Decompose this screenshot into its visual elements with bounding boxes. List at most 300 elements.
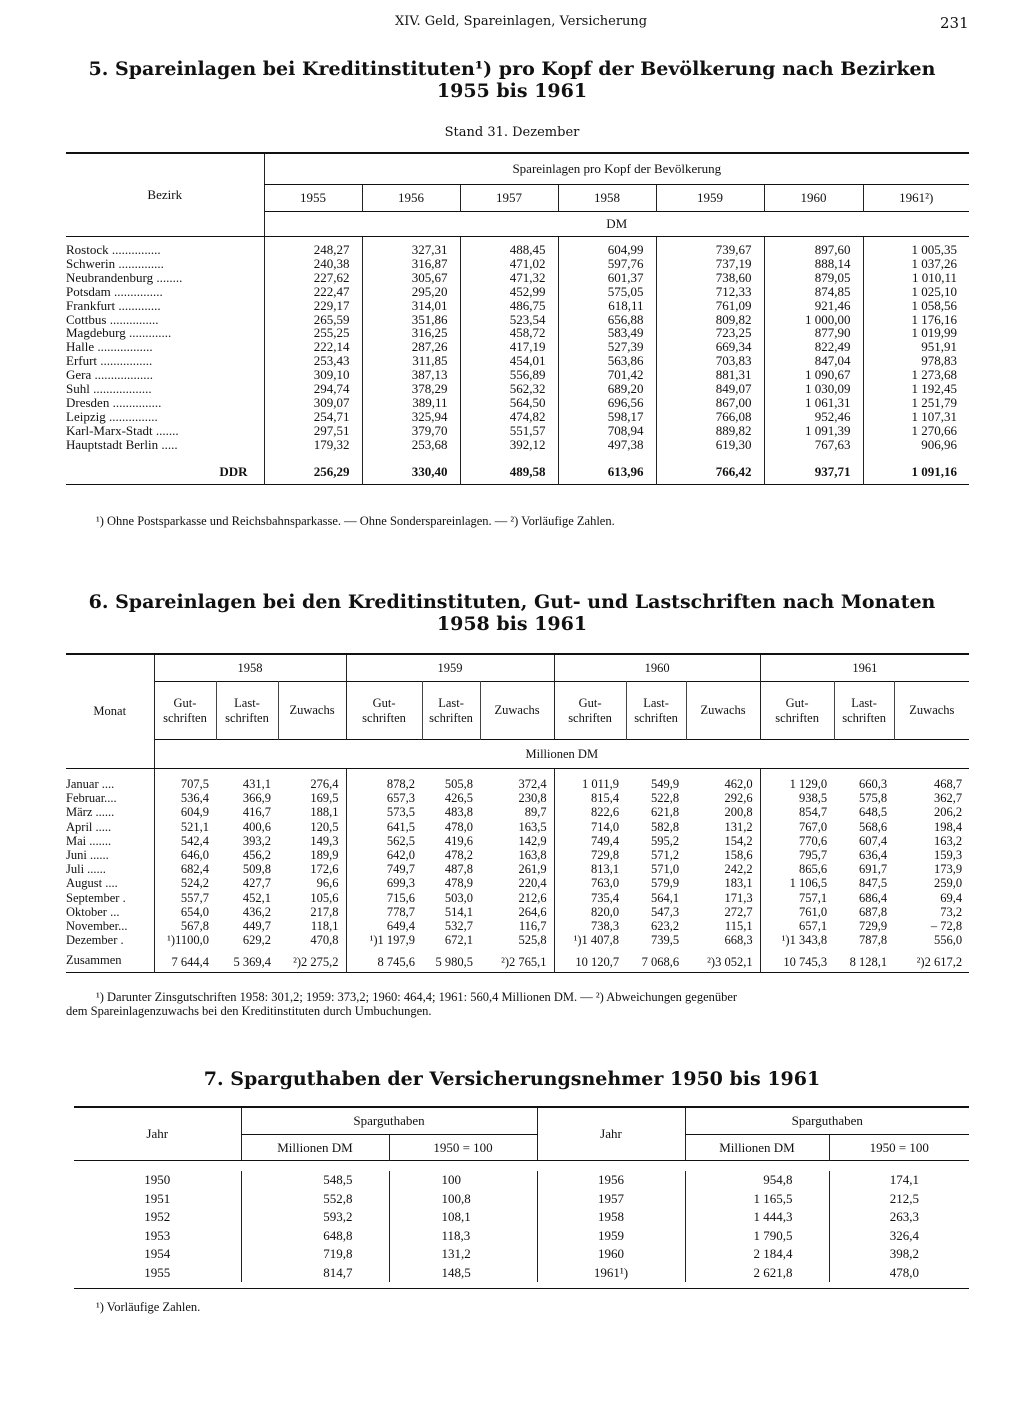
table7-sub-mdm-left: Millionen DM [241, 1135, 389, 1161]
table-cell: 849,07 [656, 382, 764, 396]
table-cell: 254,71 [264, 410, 362, 424]
table-cell: 486,75 [460, 299, 558, 313]
table-row [66, 313, 969, 327]
table-cell: 452,99 [460, 285, 558, 299]
table-cell: 1 192,45 [863, 382, 969, 396]
table-cell: 488,45 [460, 237, 558, 257]
table-cell: 1 010,11 [863, 271, 969, 285]
total-cell: 256,29 [264, 458, 362, 485]
table-cell: 562,5 [346, 834, 422, 848]
table-cell: 305,67 [362, 271, 460, 285]
row-label: Neubrandenburg ........ [66, 270, 183, 285]
subheader-gutschriften [554, 682, 626, 740]
table-cell: 687,8 [858, 904, 888, 919]
table6 [66, 653, 969, 973]
table-cell: 738,60 [656, 271, 764, 285]
table-cell: 470,8 [310, 933, 339, 948]
subheader-last-line1: Last- [438, 695, 464, 710]
table-cell: 1 019,99 [863, 326, 969, 340]
table-cell: 978,83 [863, 354, 969, 368]
table-cell: 229,17 [264, 299, 362, 313]
table-cell: 761,0 [760, 905, 834, 919]
table-cell: 158,6 [724, 848, 753, 863]
table-cell: 567,8 [154, 919, 216, 933]
table-cell: 691,7 [858, 862, 888, 877]
table-cell: 654,0 [154, 905, 216, 919]
year-cell: 1953 [144, 1227, 171, 1243]
table-cell: 648,5 [858, 805, 888, 820]
table-cell: 549,9 [650, 777, 680, 791]
row-label: November... [66, 919, 128, 934]
table-cell: 295,20 [362, 285, 460, 299]
table-cell: 505,8 [444, 777, 474, 791]
table-row [66, 769, 969, 792]
table-cell: 749,7 [346, 862, 422, 876]
table-cell: 487,8 [444, 862, 474, 877]
table5-year-header: 1956 [362, 185, 460, 212]
table-cell: 657,1 [760, 919, 834, 933]
table-cell: 452,1 [242, 890, 271, 905]
table-row [66, 340, 969, 354]
table-cell: 131,2 [724, 819, 753, 834]
table-cell: 416,7 [242, 805, 271, 820]
table-cell: 276,4 [310, 777, 339, 791]
table-cell: 761,09 [656, 299, 764, 313]
table-cell: 598,17 [558, 410, 656, 424]
table-row [66, 257, 969, 271]
table-cell: 431,1 [242, 777, 271, 791]
subheader-gut-line2: schriften [568, 710, 612, 725]
table7-stub-header-right: Jahr [537, 1107, 685, 1161]
table-cell: 1 005,35 [863, 237, 969, 257]
row-label: August .... [66, 876, 118, 891]
table-cell: 509,8 [242, 862, 271, 877]
row-label: Januar .... [66, 777, 115, 791]
table-cell: 309,10 [264, 368, 362, 382]
table5-unit: DM [264, 212, 969, 237]
table-cell: 362,7 [933, 791, 963, 806]
row-label: Halle ................. [66, 340, 153, 355]
table-cell: 847,04 [764, 354, 863, 368]
table-cell: 419,6 [444, 833, 474, 848]
table-cell: 1 011,9 [554, 769, 626, 792]
table-cell: 393,2 [242, 833, 271, 848]
subheader-lastschriften [422, 682, 480, 740]
table5 [66, 152, 969, 485]
table-row [66, 848, 969, 862]
row-label: Dresden ............... [66, 395, 162, 410]
subheader-gut-line1: Gut- [785, 695, 809, 710]
total-label: Zusammen [66, 953, 122, 968]
table-cell: 366,9 [242, 791, 271, 806]
table-cell: 888,14 [764, 257, 863, 271]
table-cell: 217,8 [310, 904, 339, 919]
mdm-cell: 1 790,5 [685, 1227, 829, 1246]
table-cell: 739,67 [656, 237, 764, 257]
table-row [66, 933, 969, 947]
table-cell: 1 091,39 [764, 424, 863, 438]
year-cell: 1955 [144, 1264, 171, 1280]
subheader-gut-line1: Gut- [173, 695, 197, 710]
table-cell: 607,4 [858, 833, 888, 848]
table-cell: 921,46 [764, 299, 863, 313]
index-cell: 118,3 [389, 1227, 537, 1246]
table5-year-header: 1955 [264, 185, 362, 212]
row-label: Magdeburg ............. [66, 326, 172, 341]
table-cell: 427,7 [242, 876, 271, 891]
table-cell: 179,32 [264, 438, 362, 452]
index-cell: 100 [389, 1171, 537, 1190]
table-cell: 877,90 [764, 326, 863, 340]
subheader-gutschriften [154, 682, 216, 740]
total-cell: 8 745,6 [346, 953, 422, 973]
mdm-cell: 954,8 [685, 1171, 829, 1190]
table-cell: 712,33 [656, 285, 764, 299]
table-cell: 449,7 [242, 919, 271, 934]
table-row [66, 299, 969, 313]
year-cell: 1961¹) [537, 1264, 685, 1283]
table6-title-line1: 6. Spareinlagen bei den Kreditinstituten, Gut- und Lastschriften nach Monaten [88, 591, 936, 613]
table-cell: 749,4 [554, 834, 626, 848]
table-cell: 564,1 [650, 890, 680, 905]
table-cell: ¹)1100,0 [154, 933, 216, 947]
table-cell: 737,19 [656, 257, 764, 271]
table-cell: 1 025,10 [863, 285, 969, 299]
table-cell: 604,99 [558, 237, 656, 257]
table5-year-header: 1959 [656, 185, 764, 212]
table-cell: 426,5 [444, 791, 474, 806]
table-cell: 822,6 [554, 805, 626, 819]
table-cell: 514,1 [444, 904, 474, 919]
table-cell: 200,8 [724, 805, 753, 820]
table-cell: 854,7 [760, 805, 834, 819]
table5-footnote: ¹) Ohne Postsparkasse und Reichsbahnsparkasse. — Ohne Sonderspareinlagen. — ²) Vorläufige Zahlen. [96, 514, 615, 528]
row-label: Hauptstadt Berlin ..... [66, 437, 178, 452]
table-cell: 212,6 [518, 890, 547, 905]
table-cell: 474,82 [460, 410, 558, 424]
page-number: 231 [940, 14, 969, 32]
subheader-gutschriften [760, 682, 834, 740]
table-cell: 865,6 [760, 862, 834, 876]
table-cell: 478,9 [444, 876, 474, 891]
table-cell: 618,11 [558, 299, 656, 313]
table-cell: 770,6 [760, 834, 834, 848]
table-cell: 619,30 [656, 438, 764, 452]
total-cell: 5 980,5 [435, 955, 474, 970]
table7-sub-index-left: 1950 = 100 [389, 1135, 537, 1161]
table-cell: 149,3 [310, 833, 339, 848]
table-row [66, 424, 969, 438]
table-cell: 715,6 [346, 891, 422, 905]
table-cell: 787,8 [858, 933, 888, 948]
table-cell: 478,2 [444, 848, 474, 863]
total-cell: ²)2 765,1 [501, 955, 547, 970]
table-cell: 264,6 [518, 904, 547, 919]
table6-stub-header: Monat [66, 654, 154, 769]
table-cell: 689,20 [558, 382, 656, 396]
table-cell: 154,2 [724, 833, 753, 848]
row-label: Frankfurt ............. [66, 298, 161, 313]
row-label: Dezember . [66, 933, 124, 948]
table5-column-group: Spareinlagen pro Kopf der Bevölkerung [264, 153, 969, 185]
table-cell: 573,5 [346, 805, 422, 819]
row-label: Rostock ............... [66, 242, 161, 257]
total-cell: ²)2 617,2 [916, 955, 963, 970]
table6-footnote-line2: dem Spareinlagenzuwachs bei den Kreditinstituten durch Umbuchungen. [66, 1004, 432, 1018]
table-cell: 568,6 [858, 819, 888, 834]
row-label: Oktober ... [66, 904, 120, 919]
table-cell: 672,1 [444, 933, 474, 948]
table-cell: 527,39 [558, 340, 656, 354]
year-cell: 1952 [144, 1209, 171, 1224]
subheader-lastschriften [834, 682, 894, 740]
table-cell: 906,96 [863, 438, 969, 452]
row-label: Februar.... [66, 791, 117, 806]
table-cell: 646,0 [154, 848, 216, 862]
table-cell: 551,57 [460, 424, 558, 438]
table-row [66, 382, 969, 396]
row-label: Mai ....... [66, 833, 112, 848]
table6-year-header: 1960 [554, 654, 760, 682]
mdm-cell: 552,8 [241, 1190, 389, 1209]
table-cell: 767,63 [764, 438, 863, 452]
total-cell: 1 091,16 [863, 458, 969, 485]
row-label: Erfurt ................ [66, 354, 153, 369]
total-cell: 8 128,1 [849, 955, 888, 970]
table-cell: 471,02 [460, 257, 558, 271]
table-cell: 417,19 [460, 340, 558, 354]
table5-stub-header: Bezirk [66, 153, 264, 237]
table-row [66, 285, 969, 299]
table-cell: 297,51 [264, 424, 362, 438]
table-cell: 699,3 [346, 876, 422, 890]
mdm-cell: 814,7 [241, 1264, 389, 1283]
year-cell: 1956 [537, 1171, 685, 1190]
index-cell: 131,2 [389, 1245, 537, 1264]
table-cell: 294,74 [264, 382, 362, 396]
index-cell: 108,1 [389, 1208, 537, 1227]
table-row [66, 368, 969, 382]
table-cell: 739,5 [650, 933, 680, 948]
table-cell: 657,3 [346, 791, 422, 805]
table-cell: 206,2 [933, 805, 963, 820]
table-cell: 542,4 [154, 834, 216, 848]
table-cell: 621,8 [650, 805, 680, 820]
table7 [74, 1106, 969, 1289]
subheader-gut-line2: schriften [362, 710, 406, 725]
table-cell: 248,27 [264, 237, 362, 257]
table-cell: 171,3 [724, 890, 753, 905]
table-cell: 738,3 [554, 919, 626, 933]
total-cell: 10 120,7 [554, 953, 626, 973]
table-row [66, 354, 969, 368]
table-cell: 571,2 [650, 848, 680, 863]
table6-footnote-line1: ¹) Darunter Zinsgutschriften 1958: 301,2; 1959: 373,2; 1960: 464,4; 1961: 560,4 Millionen DM. — ²) Abweichungen gegenüber [96, 990, 738, 1004]
table5-year-header: 1957 [460, 185, 558, 212]
index-cell: 212,5 [829, 1190, 969, 1209]
year-cell: 1958 [537, 1208, 685, 1227]
table6-year-header: 1961 [760, 654, 969, 682]
table-cell: 163,8 [518, 848, 547, 863]
table5-year-header: 1961²) [863, 185, 969, 212]
table-cell: 763,0 [554, 876, 626, 890]
table6-title-line2: 1958 bis 1961 [436, 613, 588, 635]
table-cell: 120,5 [310, 819, 339, 834]
table-cell: 795,7 [760, 848, 834, 862]
table-cell: 222,14 [264, 340, 362, 354]
table-cell: 889,82 [656, 424, 764, 438]
table-cell: 575,8 [858, 791, 888, 806]
table-cell: 436,2 [242, 904, 271, 919]
table-cell: 1 000,00 [764, 313, 863, 327]
table-cell: 387,13 [362, 368, 460, 382]
table-cell: 729,9 [858, 919, 888, 934]
table-cell: 1 107,31 [863, 410, 969, 424]
row-label: September . [66, 890, 126, 905]
year-cell: 1950 [144, 1172, 171, 1187]
table7-footnote: ¹) Vorläufige Zahlen. [96, 1300, 201, 1314]
table-cell: 230,8 [518, 791, 547, 806]
table-cell: 389,11 [362, 396, 460, 410]
table-cell: 272,7 [724, 904, 753, 919]
table-cell: 707,5 [154, 769, 216, 792]
table-cell: 1 273,68 [863, 368, 969, 382]
table-cell: 69,4 [940, 890, 963, 905]
table-cell: 556,0 [933, 933, 963, 948]
table-cell: 723,25 [656, 326, 764, 340]
table-cell: 557,7 [154, 891, 216, 905]
table-cell: 1 251,79 [863, 396, 969, 410]
table-cell: 938,5 [760, 791, 834, 805]
table-cell: – 72,8 [930, 919, 963, 934]
table5-year-header: 1958 [558, 185, 656, 212]
table5-year-header: 1960 [764, 185, 863, 212]
table-cell: 583,49 [558, 326, 656, 340]
table5-subtitle: Stand 31. Dezember [444, 125, 580, 140]
total-cell: 766,42 [656, 458, 764, 485]
subheader-zuwachs: Zuwachs [278, 682, 346, 740]
mdm-cell: 593,2 [241, 1208, 389, 1227]
table-row [74, 1171, 969, 1190]
table-cell: 822,49 [764, 340, 863, 354]
table-cell: 222,47 [264, 285, 362, 299]
table-cell: 259,0 [933, 876, 963, 891]
table-cell: 595,2 [650, 833, 680, 848]
table-cell: 372,4 [518, 777, 547, 791]
table-cell: 169,5 [310, 791, 339, 806]
table-cell: 478,0 [444, 819, 474, 834]
subheader-gut-line2: schriften [163, 710, 207, 725]
total-cell: 330,40 [362, 458, 460, 485]
table-cell: 522,8 [650, 791, 680, 806]
table-cell: 462,0 [724, 777, 753, 791]
mdm-cell: 1 444,3 [685, 1208, 829, 1227]
total-cell: 7 068,6 [641, 955, 680, 970]
table-cell: 242,2 [724, 862, 753, 877]
table-cell: 240,38 [264, 257, 362, 271]
mdm-cell: 548,5 [241, 1171, 389, 1190]
table-row [74, 1227, 969, 1246]
table-cell: 1 037,26 [863, 257, 969, 271]
year-cell: 1957 [537, 1190, 685, 1209]
table-row [66, 820, 969, 834]
subheader-last-line1: Last- [643, 695, 669, 710]
index-cell: 174,1 [829, 1171, 969, 1190]
table-cell: 682,4 [154, 862, 216, 876]
subheader-last-line1: Last- [851, 695, 877, 710]
table-cell: 503,0 [444, 890, 474, 905]
subheader-last-line2: schriften [225, 710, 269, 725]
table-cell: 623,2 [650, 919, 680, 934]
table-cell: 757,1 [760, 891, 834, 905]
table-cell: 703,83 [656, 354, 764, 368]
year-cell: 1960 [537, 1245, 685, 1264]
row-label: April ..... [66, 819, 112, 834]
total-cell: 5 369,4 [233, 955, 271, 970]
table-cell: 1 061,31 [764, 396, 863, 410]
table-row [66, 905, 969, 919]
row-label: Potsdam ............... [66, 284, 163, 299]
table-row [66, 791, 969, 805]
table-cell: 649,4 [346, 919, 422, 933]
table-cell: 524,2 [154, 876, 216, 890]
subheader-last-line1: Last- [234, 695, 260, 710]
index-cell: 398,2 [829, 1245, 969, 1264]
subheader-gut-line2: schriften [775, 710, 819, 725]
table6-year-header: 1959 [346, 654, 554, 682]
table-cell: 767,0 [760, 820, 834, 834]
running-title: XIV. Geld, Spareinlagen, Versicherung [395, 14, 648, 29]
table-cell: 454,01 [460, 354, 558, 368]
mdm-cell: 1 165,5 [685, 1190, 829, 1209]
table7-group-right: Sparguthaben [685, 1107, 969, 1135]
row-label: Karl-Marx-Stadt ....... [66, 423, 179, 438]
table-cell: 1 270,66 [863, 424, 969, 438]
year-cell: 1954 [144, 1246, 171, 1261]
table-cell: 1 176,16 [863, 313, 969, 327]
year-cell: 1951 [144, 1190, 171, 1206]
table5-title-line2: 1955 bis 1961 [436, 80, 588, 102]
table-cell: 641,5 [346, 820, 422, 834]
table-cell: 96,6 [316, 876, 339, 891]
table-cell: 879,05 [764, 271, 863, 285]
table-cell: 575,05 [558, 285, 656, 299]
table-row [66, 919, 969, 933]
table5-title-line1: 5. Spareinlagen bei Kreditinstituten¹) pro Kopf der Bevölkerung nach Bezirken [88, 58, 936, 80]
table-cell: 497,38 [558, 438, 656, 452]
row-label: Schwerin .............. [66, 256, 164, 271]
table-cell: 660,3 [858, 777, 888, 791]
table-cell: 142,9 [518, 833, 547, 848]
table-cell: 701,42 [558, 368, 656, 382]
table-cell: 579,9 [650, 876, 680, 891]
table-cell: 809,82 [656, 313, 764, 327]
index-cell: 263,3 [829, 1208, 969, 1227]
table-cell: 874,85 [764, 285, 863, 299]
row-label: Suhl .................. [66, 382, 152, 396]
subheader-zuwachs: Zuwachs [686, 682, 760, 740]
table-row [66, 805, 969, 819]
table-cell: 287,26 [362, 340, 460, 354]
subheader-last-line2: schriften [429, 710, 473, 725]
table-row [66, 237, 969, 257]
total-cell: 10 745,3 [760, 953, 834, 973]
table-cell: 115,1 [724, 919, 753, 934]
table-cell: 314,01 [362, 299, 460, 313]
table-cell: 867,00 [656, 396, 764, 410]
table-cell: 379,70 [362, 424, 460, 438]
table-cell: 183,1 [724, 876, 753, 891]
